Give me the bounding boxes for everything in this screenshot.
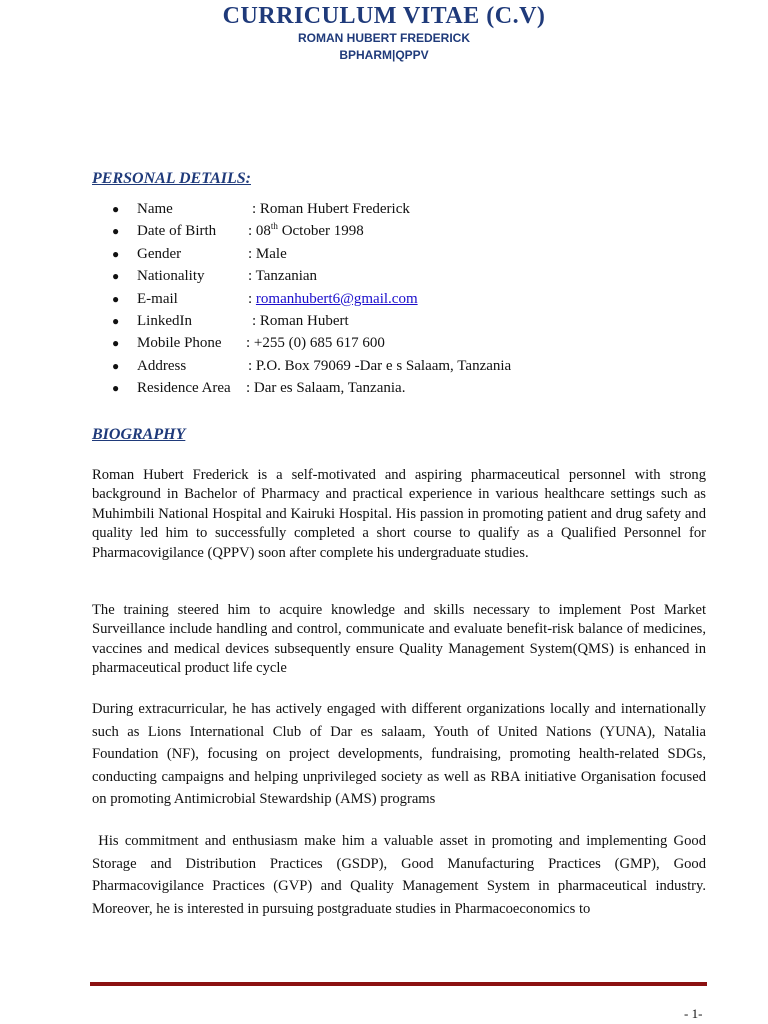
bullet-icon: ● xyxy=(112,313,120,328)
email-link[interactable]: romanhubert6@gmail.com xyxy=(255,290,418,307)
personal-details-heading: PERSONAL DETAILS: xyxy=(92,170,251,187)
detail-label: LinkedIn xyxy=(137,312,192,329)
detail-value: : +255 (0) 685 617 600 xyxy=(246,335,385,352)
detail-label: E-mail xyxy=(137,290,178,307)
detail-value: : Roman Hubert xyxy=(252,312,349,329)
biography-paragraph: Roman Hubert Frederick is a self-motivated and aspiring pharmaceutical personnel with strong background in Bachelor of Pharmacy and practical experience in various healthcare settings such as Muhimbili National Hospital and Kairuki Hospital. His passion in promoting patient and drug safety and quality led him to successfully completed a short course to qualify as a Qualified Personnel for Pharmacovigilance (QPPV) soon after complete his undergraduate studies. xyxy=(92,467,706,561)
cv-qualification: BPHARM|QPPV xyxy=(339,48,429,62)
bullet-icon: ● xyxy=(112,381,120,396)
bullet-icon: ● xyxy=(112,358,120,373)
detail-label: Gender xyxy=(137,245,182,262)
biography-heading: BIOGRAPHY xyxy=(92,426,186,443)
detail-label: Mobile Phone xyxy=(137,335,222,352)
bullet-icon: ● xyxy=(112,336,120,351)
detail-value: : 08th October 1998 xyxy=(248,221,364,240)
cv-header xyxy=(0,0,768,64)
detail-value: : Tanzanian xyxy=(248,268,318,285)
biography-paragraph: His commitment and enthusiasm make him a valuable asset in promoting and implementing Good Storage and Distribution Practices (GSDP), Good Manufacturing Practices (GMP), Good Pharmacovigilance Practices (GVP) and Quality Management System in pharmaceutical industry. Moreover, he is interested in pursuing postgraduate studies in Pharmacoeconomics to xyxy=(92,833,710,917)
detail-value: : Male xyxy=(248,245,287,262)
detail-label: Nationality xyxy=(137,268,205,285)
bullet-icon: ● xyxy=(112,202,120,216)
bullet-icon: ● xyxy=(112,224,120,239)
detail-value: : Dar es Salaam, Tanzania. xyxy=(246,380,406,397)
bullet-icon: ● xyxy=(112,291,120,306)
detail-value: : Roman Hubert Frederick xyxy=(252,201,410,217)
biography-paragraph: During extracurricular, he has actively engaged with different organizations locally and internationally such as Lions International Club of Dar es salaam, Youth of United Nations (YUNA), Natalia Foundation (NF), focusing on project developments, fundraising, promoting health-related SDGs, conducting campaigns and helping unprivileged society as well as RBA initiative Organisation focused on promoting Antimicrobial Stewardship (AMS) programs xyxy=(92,701,706,807)
detail-label: Name xyxy=(137,201,173,217)
detail-label: Address xyxy=(137,357,187,374)
detail-label: Date of Birth xyxy=(137,223,217,240)
bullet-icon: ● xyxy=(112,269,120,284)
detail-value: : romanhubert6@gmail.com xyxy=(248,290,418,307)
detail-label: Residence Area xyxy=(137,380,231,397)
detail-value: : P.O. Box 79069 -Dar e s Salaam, Tanzania xyxy=(248,357,512,374)
biography-paragraph: The training steered him to acquire knowledge and skills necessary to implement Post Market Surveillance include handling and control, communicate and evaluate benefit-risk balance of medicines, vaccines and medical devices subsequently ensure Quality Management System(QMS) is enhanced in pharmaceutical product life cycle xyxy=(92,602,706,677)
footer-rule xyxy=(90,982,707,986)
page-number: - 1- xyxy=(684,1006,703,1021)
bullet-icon: ● xyxy=(112,246,120,261)
cv-title: CURRICULUM VITAE (C.V) xyxy=(222,3,546,29)
cv-name: ROMAN HUBERT FREDERICK xyxy=(298,31,470,45)
